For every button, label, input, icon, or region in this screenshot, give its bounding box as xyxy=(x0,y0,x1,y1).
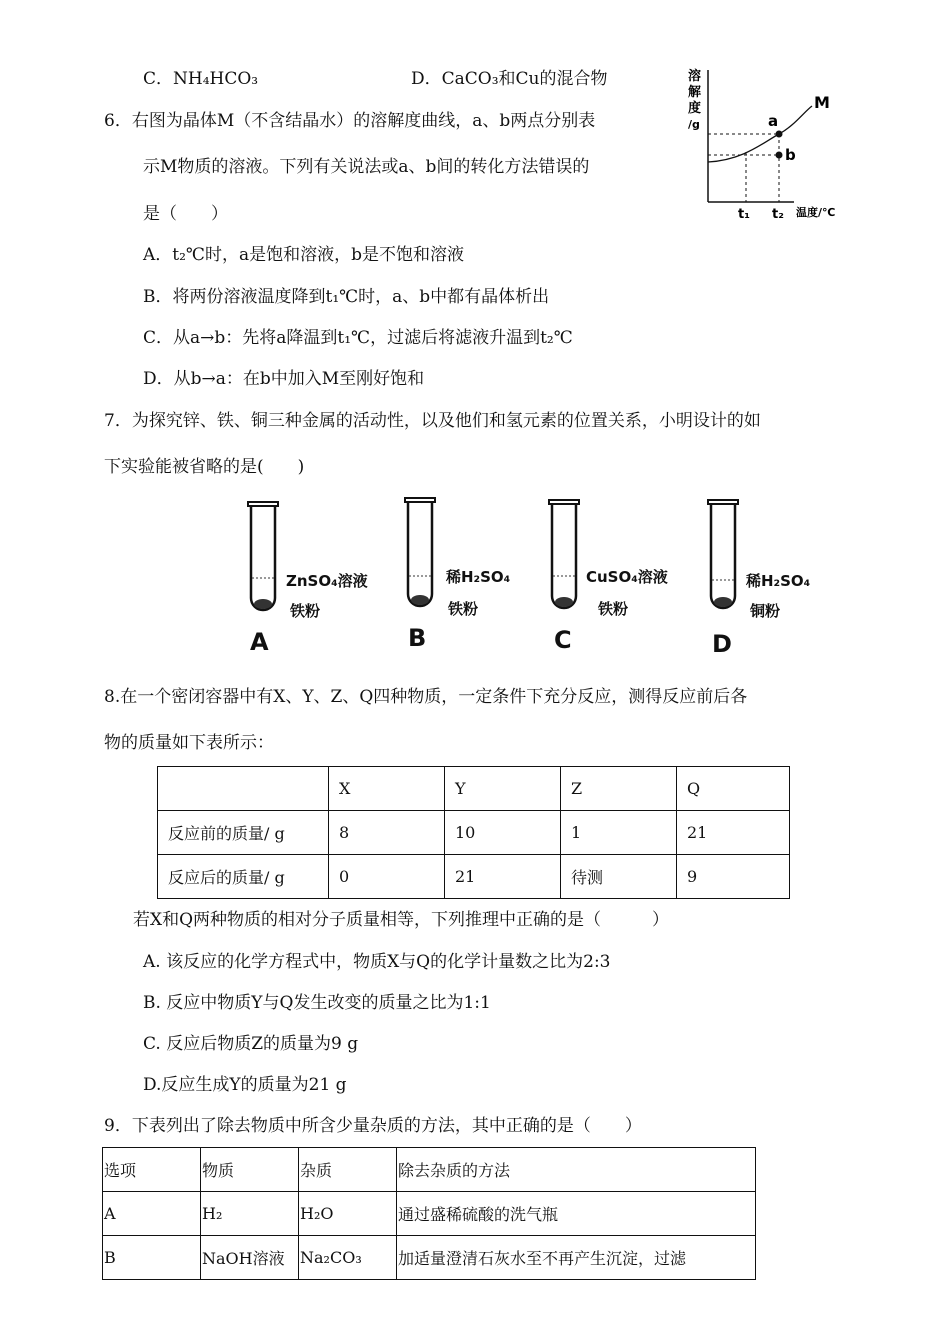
table-row xyxy=(103,1148,756,1192)
table-row xyxy=(158,855,790,899)
q9-table xyxy=(102,1147,756,1280)
q8-option-c: C. 反应后物质Z的质量为9 g xyxy=(143,1034,359,1054)
table-cell: 9 xyxy=(677,855,790,899)
q8-stem-line1: 8.在一个密闭容器中有X、Y、Z、Q四种物质，一定条件下充分反应，测得反应前后各 xyxy=(104,687,748,707)
label-b: b xyxy=(785,146,796,164)
table-cell: 反应后的质量/ g xyxy=(158,855,329,899)
label-t1: t₁ xyxy=(738,207,750,222)
ylabel-3: 度 xyxy=(688,101,702,116)
solubility-graph xyxy=(684,62,854,222)
q6-option-c: C．从a→b：先将a降温到t₁℃，过滤后将滤液升温到t₂℃ xyxy=(143,328,573,348)
tube-c-liquid-label: CuSO₄溶液 xyxy=(586,568,668,586)
table-cell: 选项 xyxy=(103,1148,201,1192)
tube-a xyxy=(246,500,280,618)
q8-option-b: B. 反应中物质Y与Q发生改变的质量之比为1:1 xyxy=(143,993,491,1013)
table-cell: NaOH溶液 xyxy=(201,1236,299,1280)
ylabel-2: 解 xyxy=(688,85,702,100)
curve-m xyxy=(708,106,812,162)
table-cell: 杂质 xyxy=(299,1148,397,1192)
q6-option-b: B．将两份溶液温度降到t₁℃时，a、b中都有晶体析出 xyxy=(143,287,550,307)
q8-option-a: A. 该反应的化学方程式中，物质X与Q的化学计量数之比为2:3 xyxy=(143,952,611,972)
table-row xyxy=(103,1236,756,1280)
table-cell: 加适量澄清石灰水至不再产生沉淀，过滤 xyxy=(397,1236,756,1280)
tube-a-liquid-label: ZnSO₄溶液 xyxy=(286,572,368,590)
label-t2: t₂ xyxy=(772,207,784,222)
ylabel-4: /g xyxy=(688,118,700,131)
table-cell: 除去杂质的方法 xyxy=(397,1148,756,1192)
tube-b-liquid-label: 稀H₂SO₄ xyxy=(446,568,511,586)
tube-c-letter: C xyxy=(554,626,572,654)
table-cell: B xyxy=(103,1236,201,1280)
table-cell: 8 xyxy=(329,811,445,855)
tube-c-solid-label: 铁粉 xyxy=(598,600,629,618)
tube-c xyxy=(547,498,581,616)
q5-option-d: D．CaCO₃和Cu的混合物 xyxy=(411,69,608,89)
table-cell: 21 xyxy=(677,811,790,855)
point-b xyxy=(776,152,783,159)
tube-d-liquid-label: 稀H₂SO₄ xyxy=(746,572,811,590)
table-cell: X xyxy=(329,767,445,811)
q6-stem-line2: 示M物质的溶液。下列有关说法或a、b间的转化方法错误的 xyxy=(143,157,590,177)
tube-b xyxy=(403,496,437,614)
point-a xyxy=(776,131,783,138)
tube-b-letter: B xyxy=(408,624,427,652)
xlabel: 温度/℃ xyxy=(796,206,836,219)
q6-stem-line3: 是（ ） xyxy=(143,204,228,224)
table-cell: Na₂CO₃ xyxy=(299,1236,397,1280)
table-cell: Q xyxy=(677,767,790,811)
label-a: a xyxy=(768,112,779,130)
table-cell: 物质 xyxy=(201,1148,299,1192)
table-cell: Z xyxy=(561,767,677,811)
table-cell: H₂O xyxy=(299,1192,397,1236)
q8-stem-line2: 物的质量如下表所示： xyxy=(104,733,274,753)
tube-d-letter: D xyxy=(712,630,732,658)
q6-option-d: D．从b→a：在b中加入M至刚好饱和 xyxy=(143,369,425,389)
table-row xyxy=(103,1192,756,1236)
table-cell: Y xyxy=(445,767,561,811)
table-cell: 10 xyxy=(445,811,561,855)
curve-label: M xyxy=(814,93,830,112)
table-cell: 通过盛稀硫酸的洗气瓶 xyxy=(397,1192,756,1236)
tube-a-solid-label: 铁粉 xyxy=(290,602,321,620)
table-cell xyxy=(158,767,329,811)
tube-d-solid-label: 铜粉 xyxy=(750,602,781,620)
tube-d xyxy=(706,498,740,616)
q9-stem: 9．下表列出了除去物质中所含少量杂质的方法，其中正确的是（ ） xyxy=(104,1116,642,1136)
table-cell: H₂ xyxy=(201,1192,299,1236)
table-cell: 1 xyxy=(561,811,677,855)
q7-stem-line1: 7．为探究锌、铁、铜三种金属的活动性，以及他们和氢元素的位置关系，小明设计的如 xyxy=(104,411,761,431)
ylabel-1: 溶 xyxy=(688,69,702,84)
q6-option-a: A．t₂℃时，a是饱和溶液，b是不饱和溶液 xyxy=(143,245,464,265)
q8-option-d: D.反应生成Y的质量为21 g xyxy=(143,1075,347,1095)
table-row xyxy=(158,811,790,855)
q7-stem-line2: 下实验能被省略的是( ) xyxy=(104,457,305,477)
table-row xyxy=(158,767,790,811)
tube-a-letter: A xyxy=(250,628,269,656)
table-cell: 待测 xyxy=(561,855,677,899)
table-cell: A xyxy=(103,1192,201,1236)
q6-stem-line1: 6．右图为晶体M（不含结晶水）的溶解度曲线，a、b两点分别表 xyxy=(104,111,596,131)
q8-stem-line3: 若X和Q两种物质的相对分子质量相等，下列推理中正确的是（ ） xyxy=(133,910,670,930)
table-cell: 0 xyxy=(329,855,445,899)
table-cell: 反应前的质量/ g xyxy=(158,811,329,855)
q5-option-c: C．NH₄HCO₃ xyxy=(143,69,259,89)
table-cell: 21 xyxy=(445,855,561,899)
q8-table xyxy=(157,766,790,899)
tube-b-solid-label: 铁粉 xyxy=(448,600,479,618)
